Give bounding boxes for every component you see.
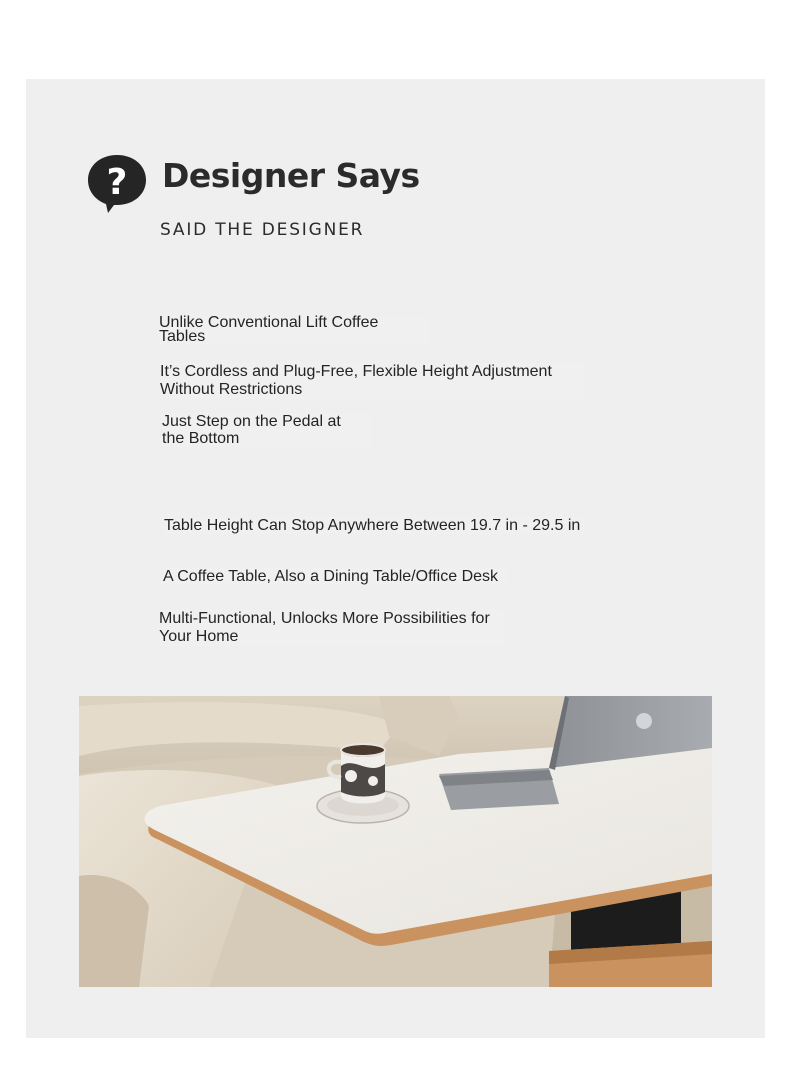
page-subtitle: SAID THE DESIGNER bbox=[160, 220, 365, 240]
question-bubble-icon bbox=[86, 153, 148, 215]
feature-text-multifunctional: Multi-Functional, Unlocks More Possibilities for Your Home bbox=[159, 610, 504, 646]
feature-text-height-range: Table Height Can Stop Anywhere Between 19.7 in - 29.5 in bbox=[164, 517, 584, 534]
feature-text-cordless: It’s Cordless and Plug-Free, Flexible Height Adjustment Without Restrictions bbox=[160, 363, 585, 399]
feature-text-conventional: Unlike Conventional Lift Coffee Tables bbox=[159, 316, 429, 344]
feature-text-dining-desk: A Coffee Table, Also a Dining Table/Office Desk bbox=[163, 568, 508, 585]
product-photo bbox=[79, 696, 712, 987]
svg-text:?: ? bbox=[106, 162, 128, 203]
feature-text-pedal: Just Step on the Pedal at the Bottom bbox=[162, 413, 372, 447]
page-title: Designer Says bbox=[162, 156, 420, 195]
